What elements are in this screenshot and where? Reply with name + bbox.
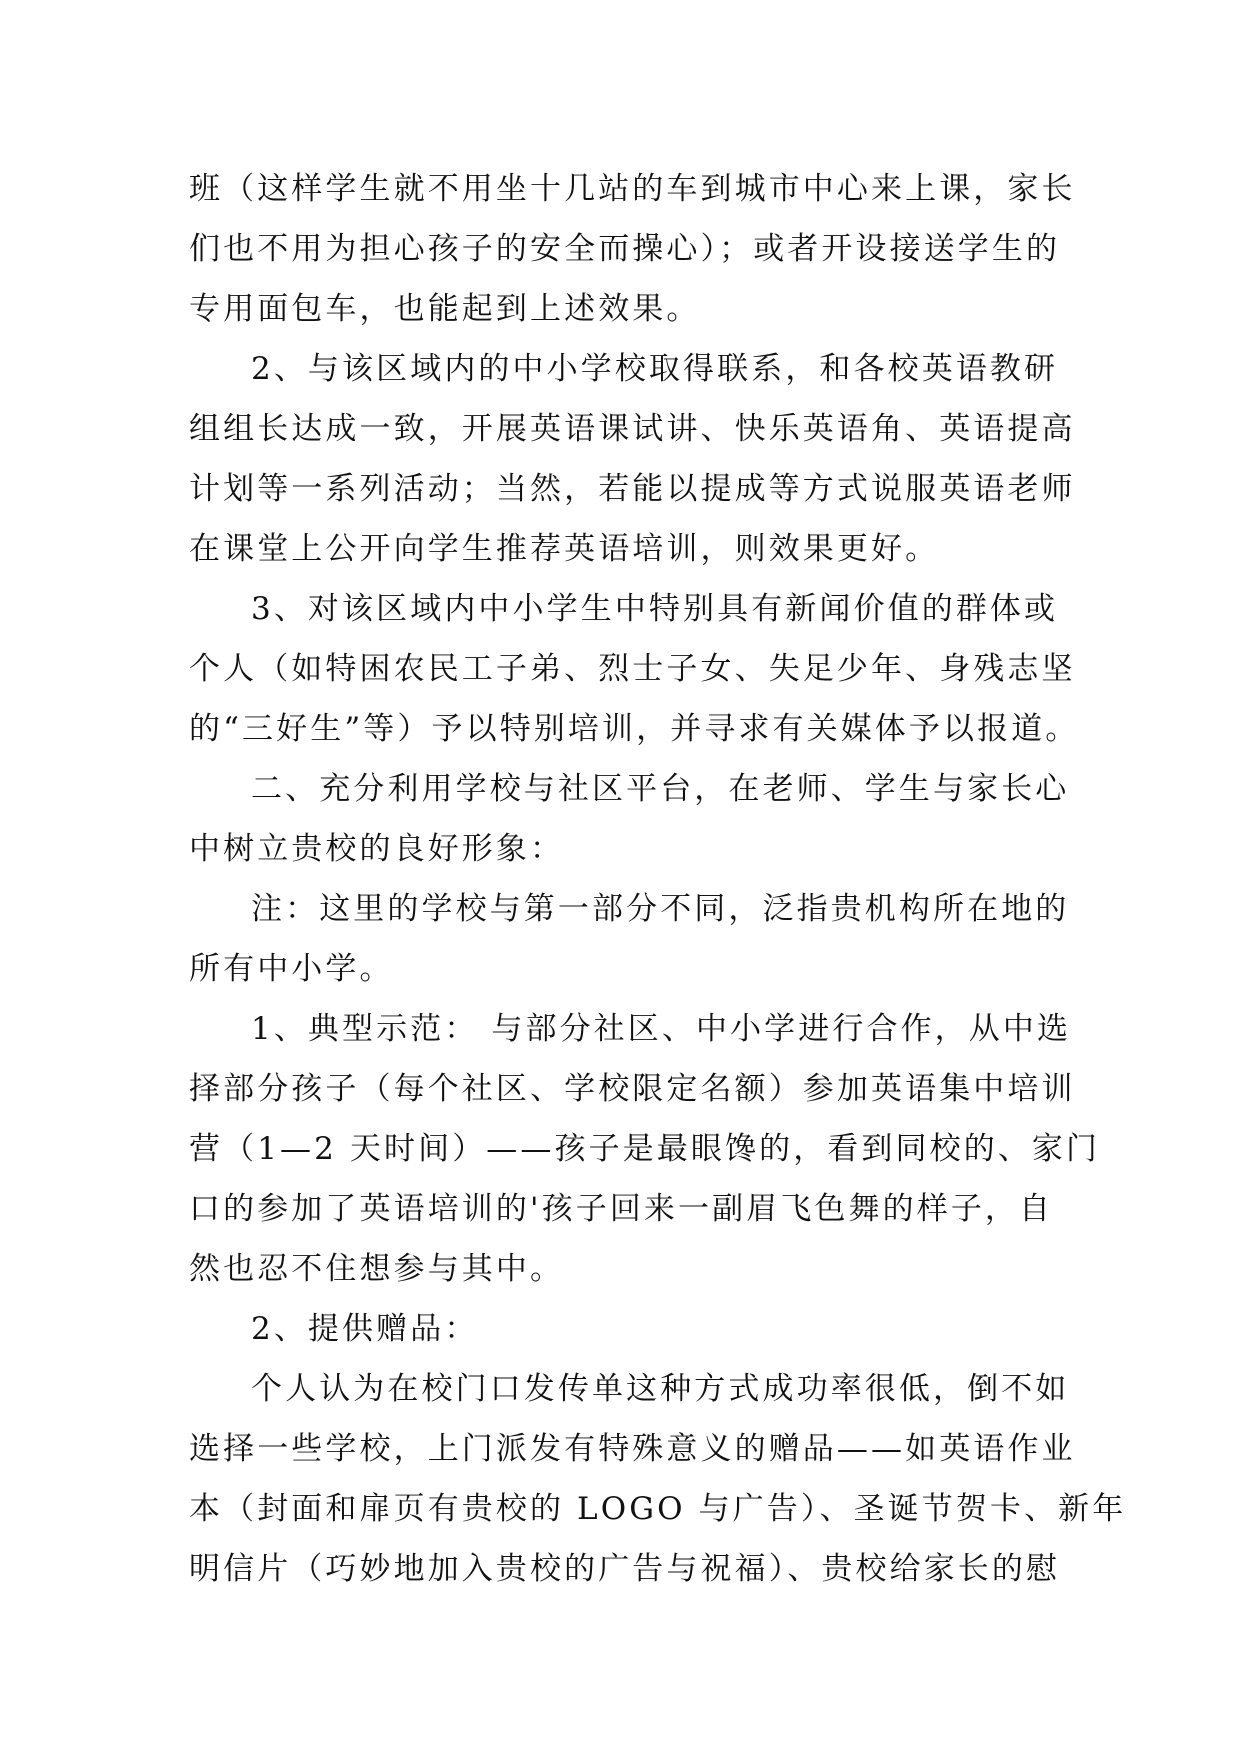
text-line: 的“三好生”等）予以特别培训，并寻求有关媒体予以报道。 bbox=[189, 711, 1080, 747]
text-line: 口的参加了英语培训的'孩子回来一副眉飞色舞的样子，自 bbox=[189, 1191, 1054, 1227]
document-body bbox=[189, 159, 1127, 1599]
note-line: 注：这里的学校与第一部分不同，泛指贵机构所在地的 bbox=[251, 891, 1070, 927]
text-line: 所有中小学。 bbox=[189, 951, 394, 987]
paragraph-start-line: 1、典型示范： 与部分社区、中小学进行合作，从中选 bbox=[251, 1011, 1072, 1047]
text-line: 计划等一系列活动；当然，若能以提成等方式说服英语老师 bbox=[189, 471, 1076, 507]
text-line: 组组长达成一致，开展英语课试讲、快乐英语角、英语提高 bbox=[189, 411, 1076, 447]
text-line: 营（1—2 天时间）——孩子是最眼馋的，看到同校的、家门 bbox=[189, 1131, 1101, 1167]
subheading-line: 2、提供赠品： bbox=[251, 1311, 479, 1347]
text-line: 个人（如特困农民工子弟、烈士子女、失足少年、身残志坚 bbox=[189, 651, 1076, 687]
paragraph-start-line: 2、与该区域内的中小学校取得联系，和各校英语教研 bbox=[251, 351, 1059, 387]
text-line: 们也不用为担心孩子的安全而操心）；或者开设接送学生的 bbox=[189, 231, 1061, 267]
text-line: 然也忍不住想参与其中。 bbox=[189, 1251, 565, 1287]
text-line: 专用面包车，也能起到上述效果。 bbox=[189, 291, 701, 327]
text-line: 择部分孩子（每个社区、学校限定名额）参加英语集中培训 bbox=[189, 1071, 1076, 1107]
text-line: 明信片（巧妙地加入贵校的广告与祝福）、贵校给家长的慰 bbox=[189, 1551, 1061, 1587]
text-line: 中树立贵校的良好形象： bbox=[189, 831, 565, 867]
text-line: 在课堂上公开向学生推荐英语培训，则效果更好。 bbox=[189, 531, 940, 567]
paragraph-start-line: 3、对该区域内中小学生中特别具有新闻价值的群体或 bbox=[251, 591, 1059, 627]
paragraph-start-line: 个人认为在校门口发传单这种方式成功率很低，倒不如 bbox=[251, 1371, 1070, 1407]
text-line: 班（这样学生就不用坐十几站的车到城市中心来上课，家长 bbox=[189, 171, 1076, 207]
section-heading-line: 二、充分利用学校与社区平台，在老师、学生与家长心 bbox=[251, 771, 1070, 807]
text-line: 本（封面和扉页有贵校的 LOGO 与广告）、圣诞节贺卡、新年 bbox=[189, 1491, 1127, 1527]
text-line: 选择一些学校，上门派发有特殊意义的赠品——如英语作业 bbox=[189, 1431, 1076, 1467]
